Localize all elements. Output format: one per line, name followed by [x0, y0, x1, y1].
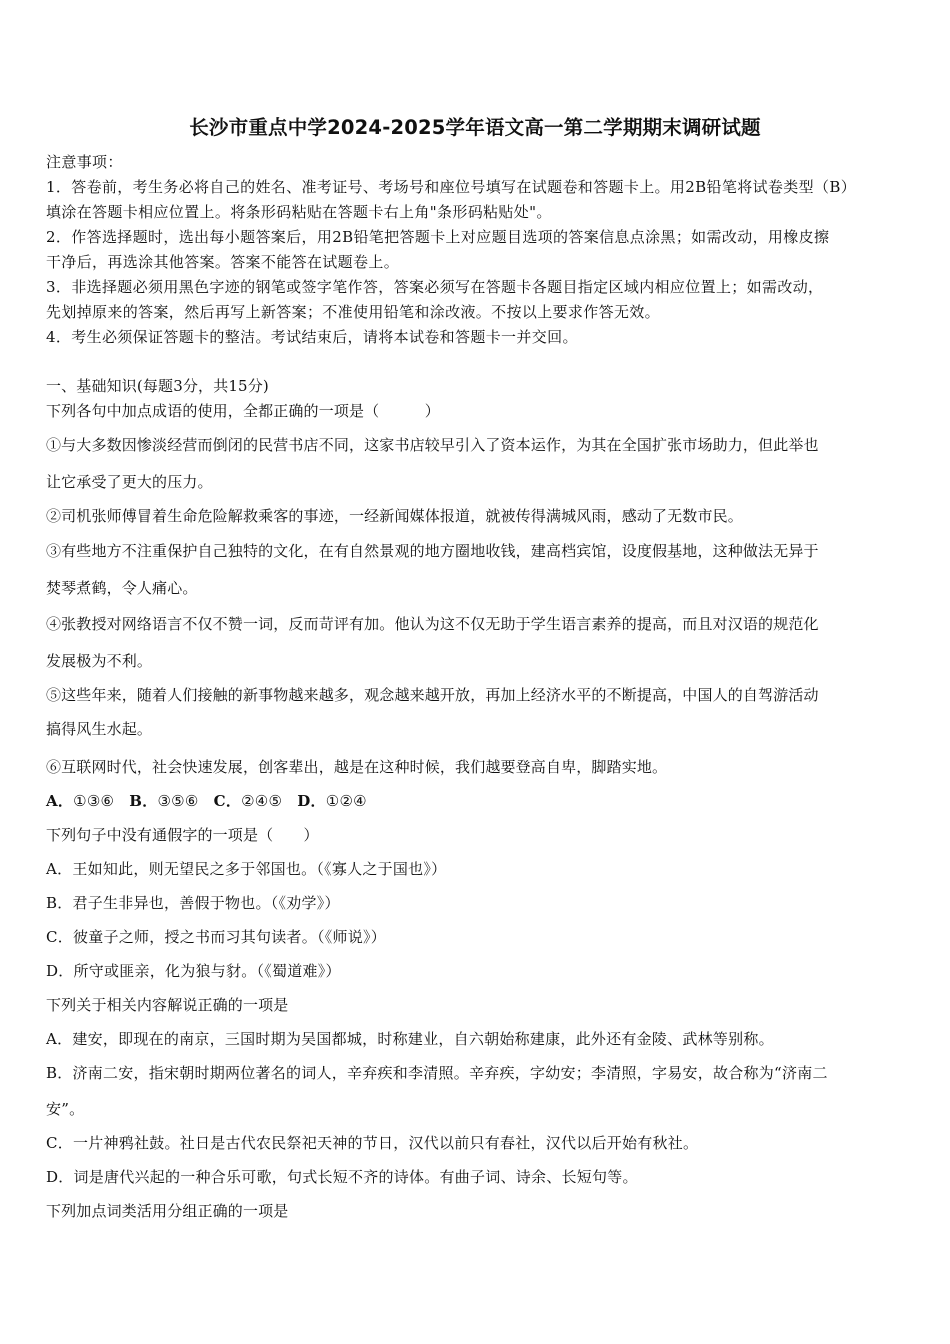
question-stem: 下列各句中加点成语的使用，全都正确的一项是（ ）	[46, 402, 440, 420]
option-a: A．建安，即现在的南京，三国时期为吴国都城，时称建业，自六朝始称建康，此外还有金陵、武林等别称。	[46, 1030, 774, 1048]
answer-options	[46, 791, 908, 811]
notice-line: 先划掉原来的答案，然后再写上新答案；不准使用铅笔和涂改液。不按以上要求作答无效。	[46, 303, 661, 321]
option-c: C．彼童子之师，授之书而习其句读者。（《师说》）	[46, 928, 386, 946]
question-sentence: ①与大多数因惨淡经营而倒闭的民营书店不同，这家书店较早引入了资本运作，为其在全国扩张市场助力，但此举也	[46, 436, 819, 454]
notice-line: 干净后，再选涂其他答案。答案不能答在试题卷上。	[46, 253, 400, 271]
question-stem: 下列加点词类活用分组正确的一项是	[46, 1202, 289, 1220]
option-c: C．一片神鸦社鼓。社日是古代农民祭祀天神的节日，汉代以前只有春社，汉代以后开始有秋社。	[46, 1134, 699, 1152]
question-sentence: ⑥互联网时代，社会快速发展，创客辈出，越是在这种时候，我们越要登高自卑，脚踏实地。	[46, 758, 668, 776]
notice-line: 3．非选择题必须用黑色字迹的钢笔或签字笔作答，答案必须写在答题卡各题目指定区域内相应位置上；如需改动，	[46, 278, 824, 296]
question-stem: 下列句子中没有通假字的一项是（ ）	[46, 826, 319, 844]
notice-line: 4．考生必须保证答题卡的整洁。考试结束后，请将本试卷和答题卡一并交回。	[46, 328, 578, 346]
question-sentence: ②司机张师傅冒着生命危险解救乘客的事迹，一经新闻媒体报道，就被传得满城风雨，感动了无数市民。	[46, 507, 743, 525]
question-sentence: ④张教授对网络语言不仅不赞一词，反而苛评有加。他认为这不仅无助于学生语言素养的提高，而且对汉语的规范化	[46, 615, 819, 633]
notice-line: 1．答卷前，考生务必将自己的姓名、准考证号、考场号和座位号填写在试题卷和答题卡上。用2B铅笔将试卷类型（B）	[46, 178, 857, 196]
section-heading: 一、基础知识(每题3分，共15分)	[46, 377, 269, 395]
option-b: B．君子生非异也，善假于物也。（《劝学》）	[46, 894, 340, 912]
option-a-label: A．	[46, 792, 74, 810]
option-c-text: ②④⑤	[241, 792, 283, 810]
question-sentence: 焚琴煮鹤，令人痛心。	[46, 579, 198, 597]
option-b-label: B．	[129, 792, 158, 810]
option-d: D．词是唐代兴起的一种合乐可歌，句式长短不齐的诗体。有曲子词、诗余、长短句等。	[46, 1168, 638, 1186]
question-sentence: 搞得风生水起。	[46, 720, 153, 738]
question-sentence: ③有些地方不注重保护自己独特的文化，在有自然景观的地方圈地收钱，建高档宾馆，设度假基地，这种做法无异于	[46, 542, 819, 560]
option-b-text: ③⑤⑥	[157, 792, 199, 810]
notice-line: 2．作答选择题时，选出每小题答案后，用2B铅笔把答题卡上对应题目选项的答案信息点涂黑；如需改动，用橡皮擦	[46, 228, 830, 246]
notice-line: 填涂在答题卡相应位置上。将条形码粘贴在答题卡右上角"条形码粘贴处"。	[46, 203, 552, 221]
option-b: B．济南二安，指宋朝时期两位著名的词人，辛弃疾和李清照。辛弃疾，字幼安；李清照，字易安，故合称为“济南二	[46, 1064, 828, 1082]
option-d-text: ①②④	[325, 792, 367, 810]
question-sentence: 发展极为不利。	[46, 652, 153, 670]
option-d-label: D．	[297, 792, 326, 810]
notice-heading: 注意事项：	[46, 153, 123, 171]
option-b-continued: 安”。	[46, 1100, 85, 1118]
question-sentence: ⑤这些年来，随着人们接触的新事物越来越多，观念越来越开放，再加上经济水平的不断提高，中国人的自驾游活动	[46, 686, 819, 704]
question-sentence: 让它承受了更大的压力。	[46, 473, 213, 491]
option-d: D．所守或匪亲，化为狼与豺。（《蜀道难》）	[46, 962, 341, 980]
option-a-text: ①③⑥	[73, 792, 115, 810]
option-c-label: C．	[213, 792, 242, 810]
option-a: A．王如知此，则无望民之多于邻国也。（《寡人之于国也》）	[46, 860, 447, 878]
question-stem: 下列关于相关内容解说正确的一项是	[46, 996, 289, 1014]
page-title: 长沙市重点中学2024-2025学年语文高一第二学期期末调研试题	[189, 116, 761, 139]
